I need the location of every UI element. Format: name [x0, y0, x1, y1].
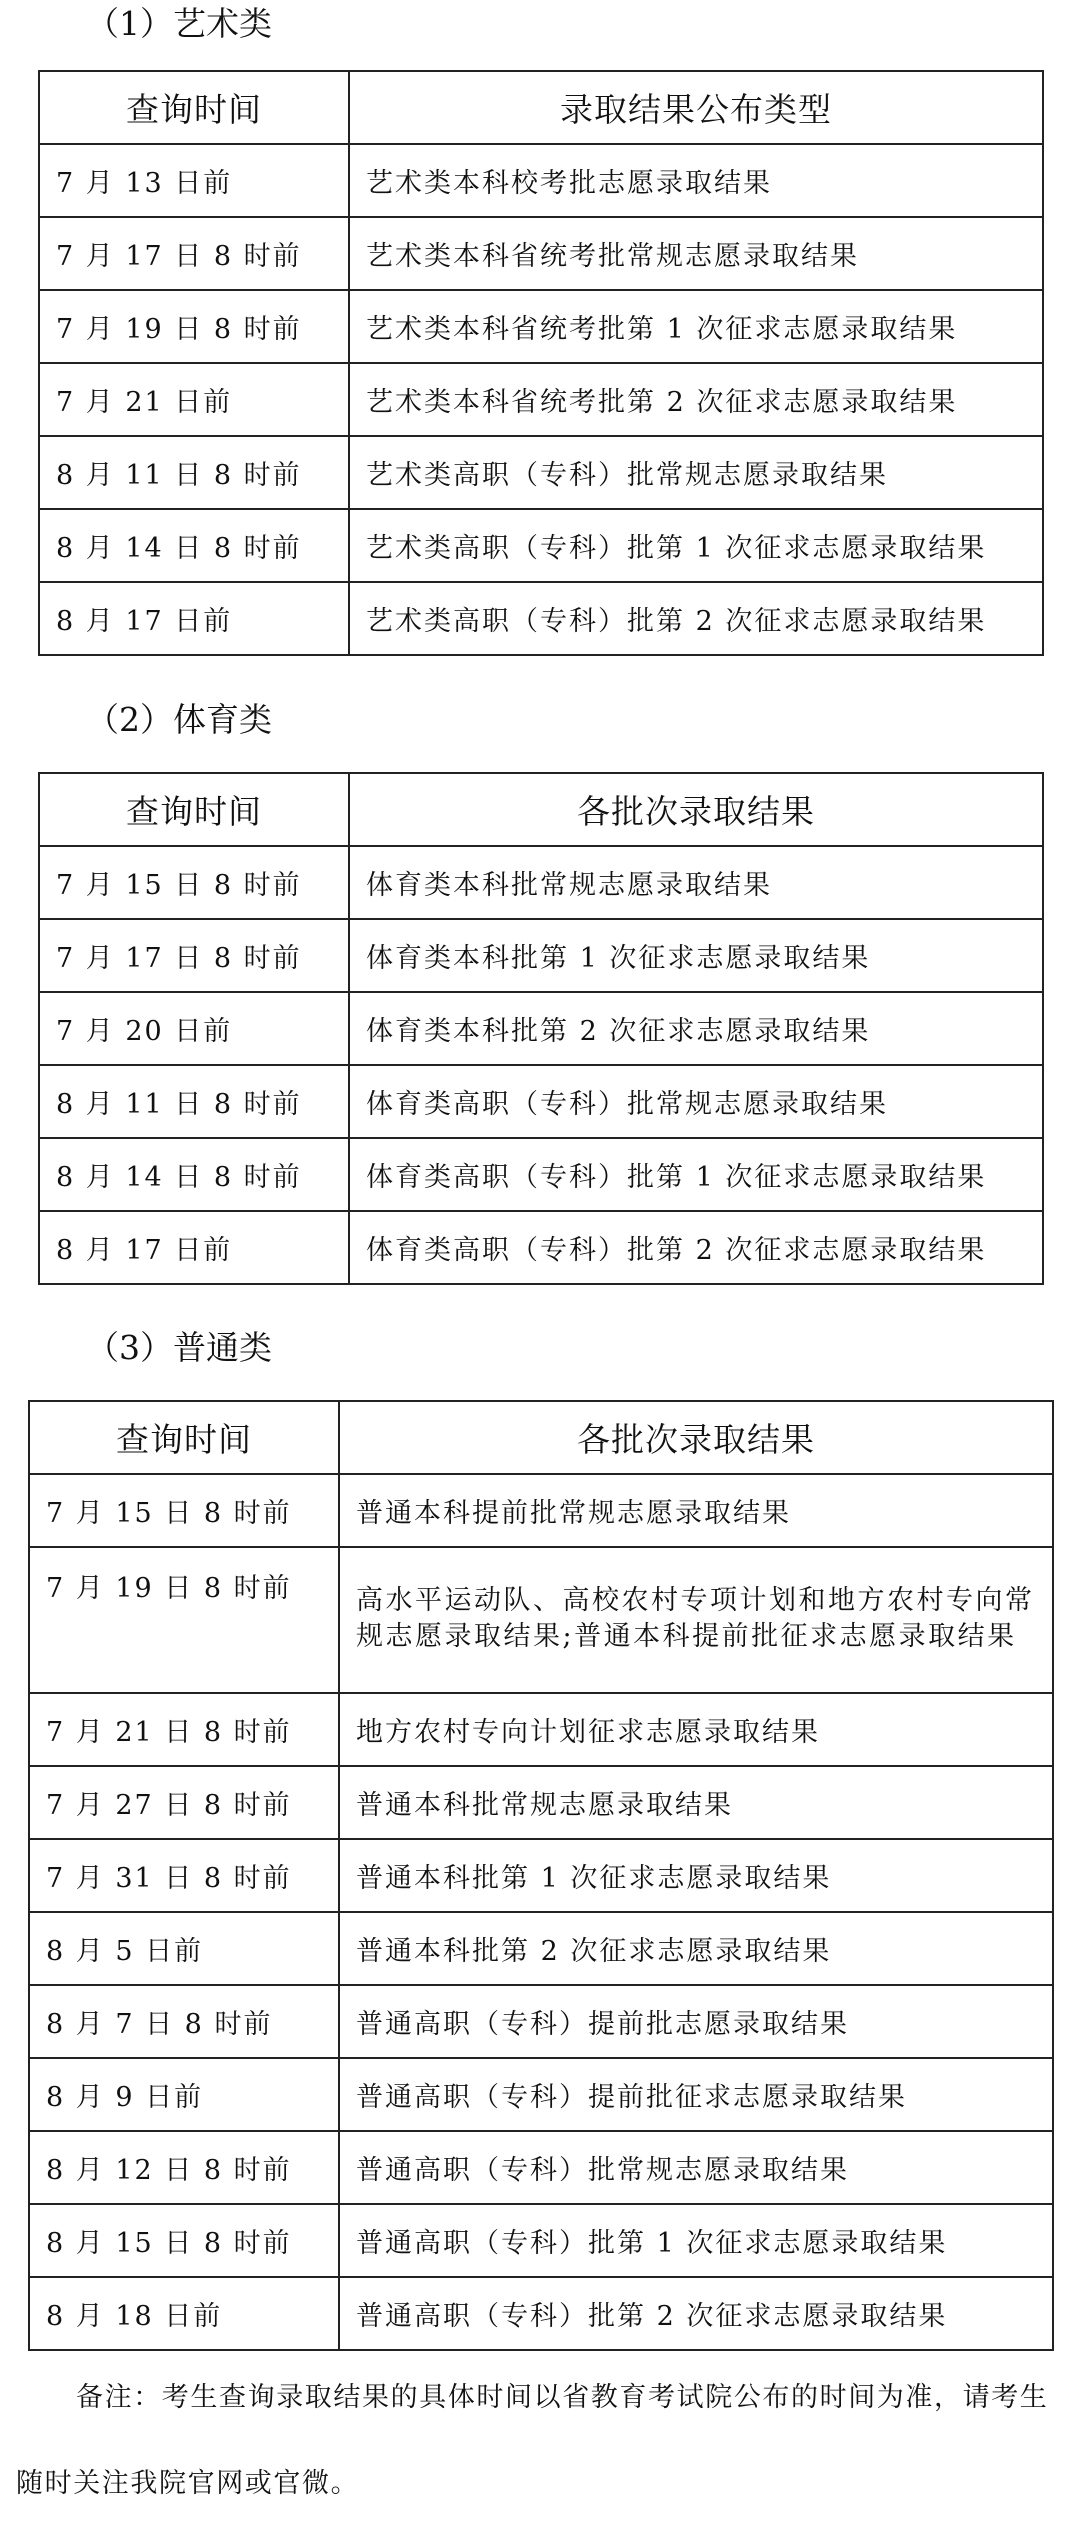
table-row	[29, 1839, 1053, 1912]
result-type-cell: 艺术类本科省统考批第 1 次征求志愿录取结果	[349, 290, 1043, 363]
section-title-general: （3）普通类	[86, 1328, 272, 1367]
result-type-cell: 艺术类高职（专科）批第 1 次征求志愿录取结果	[349, 509, 1043, 582]
query-time-cell: 7 月 31 日 8 时前	[29, 1839, 339, 1912]
result-type-cell: 艺术类本科省统考批常规志愿录取结果	[349, 217, 1043, 290]
result-type-cell: 艺术类高职（专科）批常规志愿录取结果	[349, 436, 1043, 509]
query-time-cell: 8 月 15 日 8 时前	[29, 2204, 339, 2277]
table-row	[39, 582, 1043, 655]
result-type-cell: 普通本科批常规志愿录取结果	[339, 1766, 1053, 1839]
table-row	[39, 1211, 1043, 1284]
table-row	[29, 1766, 1053, 1839]
result-type-cell: 普通高职（专科）提前批志愿录取结果	[339, 1985, 1053, 2058]
table-row	[39, 992, 1043, 1065]
query-time-cell: 7 月 20 日前	[39, 992, 349, 1065]
general-schedule-table	[28, 1400, 1054, 2351]
table-row	[29, 1912, 1053, 1985]
table-row	[39, 509, 1043, 582]
table-row	[39, 846, 1043, 919]
section-title-art: （1）艺术类	[86, 4, 272, 43]
result-type-cell: 高水平运动队、高校农村专项计划和地方农村专向常规志愿录取结果;普通本科提前批征求志愿录取结果	[339, 1547, 1053, 1693]
header-result-type: 录取结果公布类型	[349, 71, 1043, 144]
table-row	[29, 1474, 1053, 1547]
query-time-cell: 8 月 11 日 8 时前	[39, 1065, 349, 1138]
query-time-cell: 7 月 15 日 8 时前	[29, 1474, 339, 1547]
table-row	[29, 2058, 1053, 2131]
query-time-cell: 7 月 27 日 8 时前	[29, 1766, 339, 1839]
query-time-cell: 8 月 5 日前	[29, 1912, 339, 1985]
table-row	[39, 217, 1043, 290]
query-time-cell: 7 月 19 日 8 时前	[29, 1547, 339, 1693]
query-time-cell: 7 月 21 日 8 时前	[29, 1693, 339, 1766]
result-type-cell: 普通本科提前批常规志愿录取结果	[339, 1474, 1053, 1547]
header-query-time: 查询时间	[39, 773, 349, 846]
result-type-cell: 体育类高职（专科）批常规志愿录取结果	[349, 1065, 1043, 1138]
query-time-cell: 8 月 12 日 8 时前	[29, 2131, 339, 2204]
result-type-cell: 普通高职（专科）提前批征求志愿录取结果	[339, 2058, 1053, 2131]
header-batch-results: 各批次录取结果	[349, 773, 1043, 846]
query-time-cell: 8 月 7 日 8 时前	[29, 1985, 339, 2058]
result-type-cell: 体育类本科批常规志愿录取结果	[349, 846, 1043, 919]
query-time-cell: 8 月 14 日 8 时前	[39, 509, 349, 582]
query-time-cell: 8 月 9 日前	[29, 2058, 339, 2131]
result-type-cell: 体育类本科批第 2 次征求志愿录取结果	[349, 992, 1043, 1065]
query-time-cell: 8 月 17 日前	[39, 1211, 349, 1284]
table-row	[39, 363, 1043, 436]
table-row	[29, 1985, 1053, 2058]
query-time-cell: 7 月 17 日 8 时前	[39, 919, 349, 992]
section-title-sports: （2）体育类	[86, 700, 272, 739]
table-row	[39, 290, 1043, 363]
result-type-cell: 普通高职（专科）批常规志愿录取结果	[339, 2131, 1053, 2204]
art-schedule-table	[38, 70, 1044, 656]
result-type-cell: 艺术类本科省统考批第 2 次征求志愿录取结果	[349, 363, 1043, 436]
result-type-cell: 体育类高职（专科）批第 1 次征求志愿录取结果	[349, 1138, 1043, 1211]
result-type-cell: 体育类本科批第 1 次征求志愿录取结果	[349, 919, 1043, 992]
footnote: 备注：考生查询录取结果的具体时间以省教育考试院公布的时间为准，请考生随时关注我院官网或官微。	[16, 2382, 1049, 2499]
query-time-cell: 7 月 13 日前	[39, 144, 349, 217]
table-row	[29, 2131, 1053, 2204]
table-row	[29, 1693, 1053, 1766]
result-type-cell: 艺术类本科校考批志愿录取结果	[349, 144, 1043, 217]
table-row	[39, 436, 1043, 509]
query-time-cell: 8 月 11 日 8 时前	[39, 436, 349, 509]
result-type-cell: 普通高职（专科）批第 2 次征求志愿录取结果	[339, 2277, 1053, 2350]
result-type-cell: 普通本科批第 1 次征求志愿录取结果	[339, 1839, 1053, 1912]
table-row	[39, 1065, 1043, 1138]
header-batch-results: 各批次录取结果	[339, 1401, 1053, 1474]
query-time-cell: 7 月 15 日 8 时前	[39, 846, 349, 919]
table-row	[29, 1547, 1053, 1693]
header-query-time: 查询时间	[39, 71, 349, 144]
table-row	[29, 2204, 1053, 2277]
query-time-cell: 7 月 17 日 8 时前	[39, 217, 349, 290]
result-type-cell: 普通高职（专科）批第 1 次征求志愿录取结果	[339, 2204, 1053, 2277]
query-time-cell: 7 月 21 日前	[39, 363, 349, 436]
table-row	[39, 144, 1043, 217]
sports-schedule-table	[38, 772, 1044, 1285]
result-type-cell: 普通本科批第 2 次征求志愿录取结果	[339, 1912, 1053, 1985]
table-row	[29, 2277, 1053, 2350]
table-row	[39, 1138, 1043, 1211]
table-row	[39, 919, 1043, 992]
query-time-cell: 8 月 14 日 8 时前	[39, 1138, 349, 1211]
query-time-cell: 8 月 17 日前	[39, 582, 349, 655]
result-type-cell: 地方农村专向计划征求志愿录取结果	[339, 1693, 1053, 1766]
header-query-time: 查询时间	[29, 1401, 339, 1474]
result-type-cell: 体育类高职（专科）批第 2 次征求志愿录取结果	[349, 1211, 1043, 1284]
query-time-cell: 8 月 18 日前	[29, 2277, 339, 2350]
query-time-cell: 7 月 19 日 8 时前	[39, 290, 349, 363]
result-type-cell: 艺术类高职（专科）批第 2 次征求志愿录取结果	[349, 582, 1043, 655]
